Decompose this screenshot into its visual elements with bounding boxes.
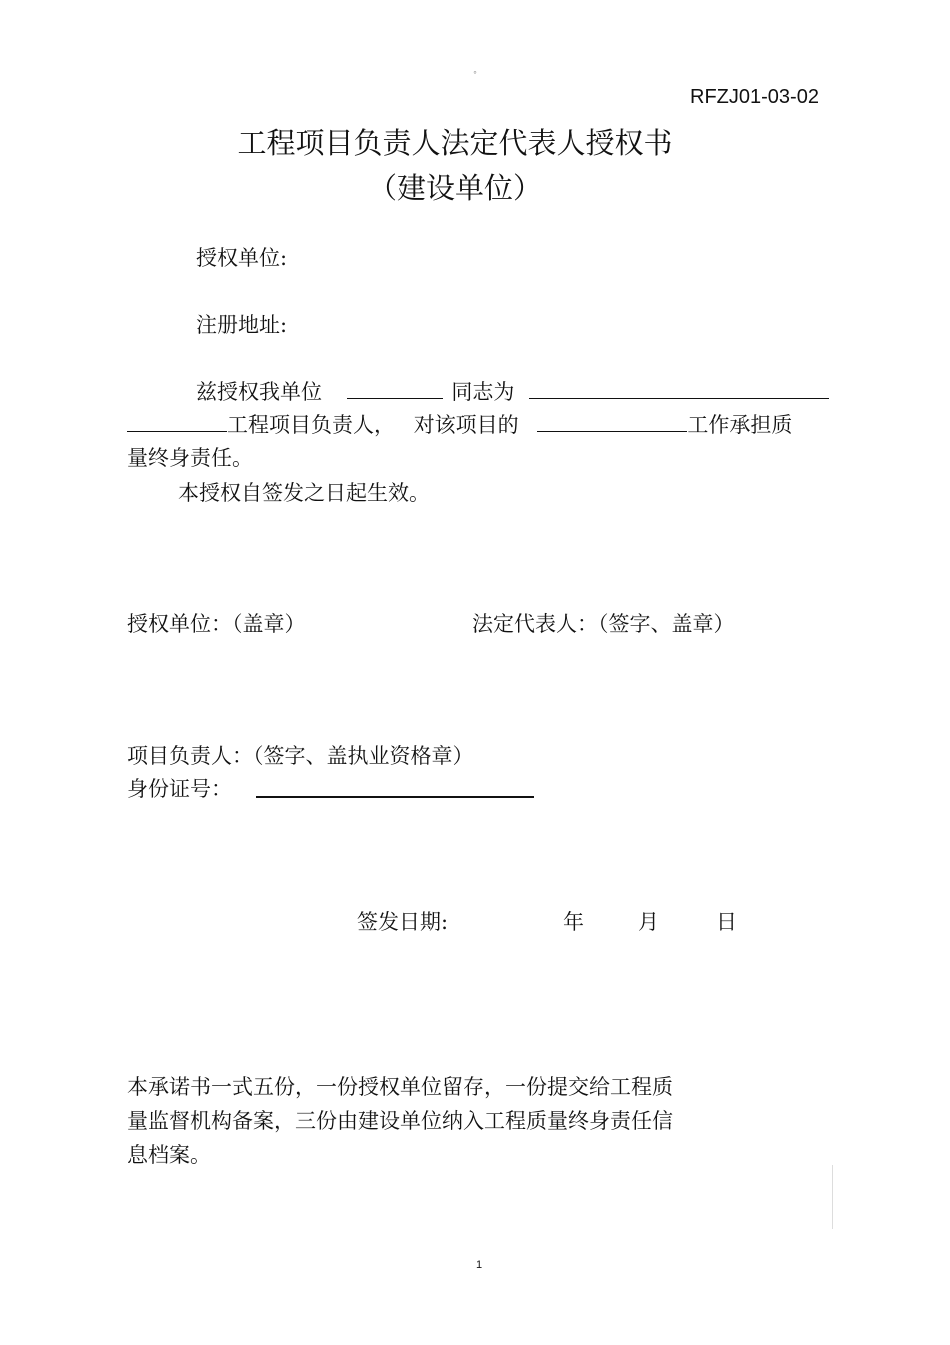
authorization-text-a: 兹授权我单位 (196, 380, 322, 404)
note-line-1: 本承诺书一式五份，一份授权单位留存，一份提交给工程质 (127, 1075, 673, 1099)
project-name-blank[interactable] (529, 378, 829, 399)
document-title: 工程项目负责人法定代表人授权书 (237, 126, 673, 160)
authorization-line-1 (196, 376, 829, 406)
month-label: 月 (638, 910, 659, 934)
authorization-line-2 (127, 409, 792, 439)
note-line-2: 量监督机构备案，三份由建设单位纳入工程质量终身责任信 (127, 1109, 673, 1133)
day-label: 日 (716, 910, 737, 934)
project-manager-signature-label: 项目负责人：（签字、盖执业资格章） (127, 744, 474, 768)
authorization-text-c: 工程项目负责人， (227, 413, 395, 437)
note-line-3: 息档案。 (127, 1143, 211, 1167)
margin-rule (832, 1165, 833, 1229)
document-subtitle: （建设单位） (367, 171, 542, 205)
effective-clause: 本授权自签发之日起生效。 (178, 481, 430, 505)
authorization-text-d: 对该项目的 (413, 413, 519, 437)
unit-seal-label: 授权单位：（盖章） (127, 612, 306, 636)
project-name-blank-cont[interactable] (127, 411, 227, 432)
legal-rep-signature-label: 法定代表人：（签字、盖章） (472, 612, 735, 636)
authorization-line-3: 量终身责任。 (127, 446, 253, 470)
authorization-text-b: 同志为 (451, 380, 515, 404)
authorizing-unit-field: 授权单位: (196, 246, 288, 270)
id-number-line[interactable] (256, 796, 534, 798)
document-number: RFZJ01-03-02 (690, 86, 819, 108)
issue-date-label: 签发日期: (357, 910, 449, 934)
name-blank[interactable] (347, 378, 443, 399)
work-scope-blank[interactable] (537, 411, 687, 432)
year-label: 年 (563, 910, 584, 934)
id-number-label: 身份证号： (127, 777, 232, 801)
authorization-text-e: 工作承担质 (687, 413, 793, 437)
page-number: 1 (476, 1259, 483, 1271)
registered-address-field: 注册地址: (196, 313, 288, 337)
header-mark: ° (473, 70, 477, 79)
